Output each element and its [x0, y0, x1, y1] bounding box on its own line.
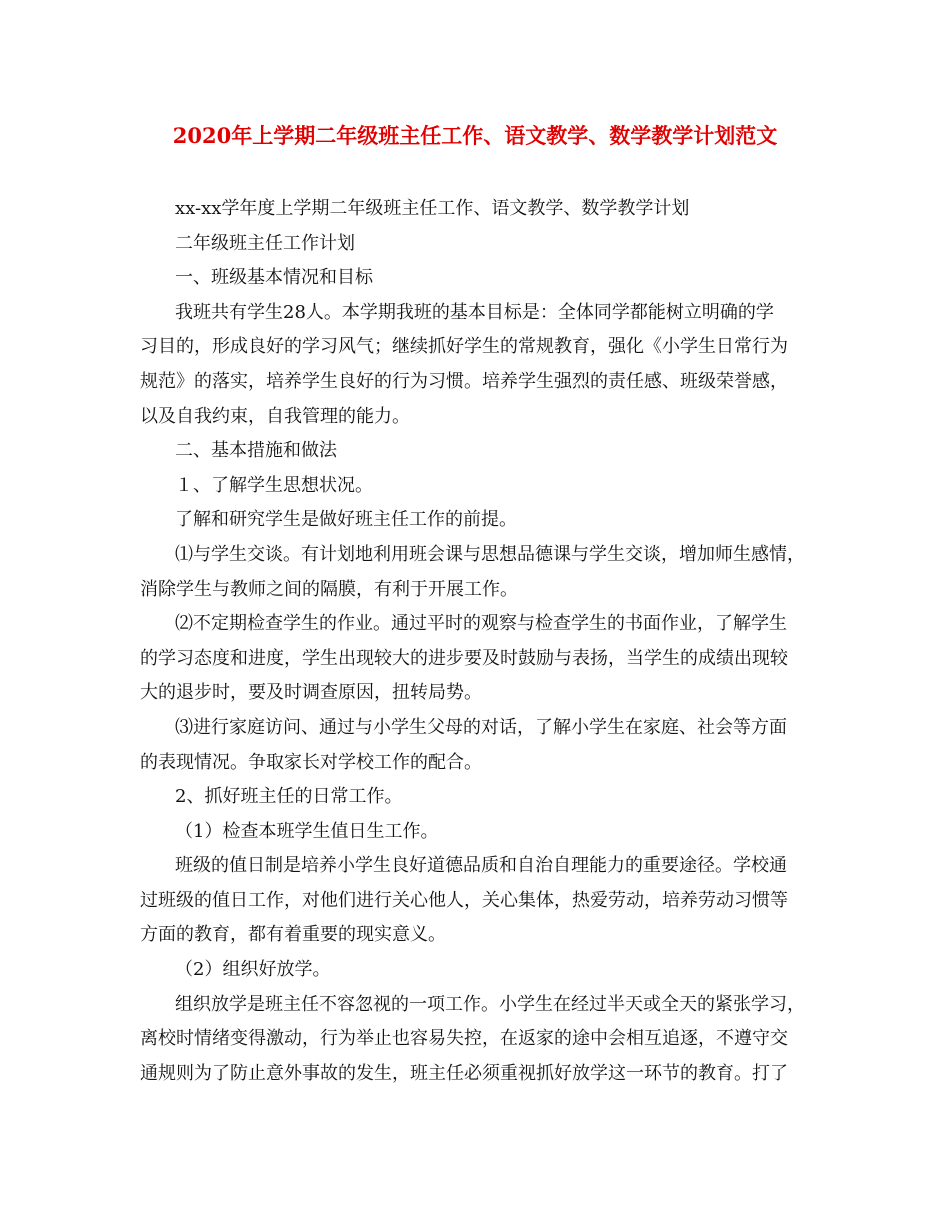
body-line: 离校时情绪变得激动，行为举止也容易失控，在返家的途中会相互追逐，不遵守交 [140, 1028, 788, 1050]
body-line: 大的退步时，要及时调查原因，扭转局势。 [140, 682, 482, 704]
document-body [140, 192, 830, 1091]
document-title: 2020年上学期二年级班主任工作、语文教学、数学教学计划范文 [172, 123, 778, 148]
body-line: 习目的，形成良好的学习风气；继续抓好学生的常规教育，强化《小学生日常行为 [140, 336, 788, 358]
body-line: 消除学生与教师之间的隔膜，有利于开展工作。 [140, 578, 518, 600]
body-line: １、了解学生思想状况。 [175, 474, 373, 496]
body-line: （2）组织好放学。 [175, 959, 331, 981]
body-line: 一、班级基本情况和目标 [175, 267, 373, 289]
body-line: ⑶进行家庭访问、通过与小学生父母的对话，了解小学生在家庭、社会等方面 [175, 716, 787, 738]
body-line: 过班级的值日工作，对他们进行关心他人，关心集体，热爱劳动，培养劳动习惯等 [140, 889, 788, 911]
body-line: 我班共有学生28人。本学期我班的基本目标是：全体同学都能树立明确的学 [175, 301, 774, 323]
body-line: xx-xx学年度上学期二年级班主任工作、语文教学、数学教学计划 [175, 198, 690, 219]
body-line: 通规则为了防止意外事故的发生，班主任必须重视抓好放学这一环节的教育。打了 [140, 1062, 788, 1084]
body-line: 组织放学是班主任不容忽视的一项工作。小学生在经过半天或全天的紧张学习， [175, 993, 805, 1015]
body-line: 了解和研究学生是做好班主任工作的前提。 [175, 509, 517, 531]
body-line: 二年级班主任工作计划 [175, 232, 355, 254]
body-line: ⑵不定期检查学生的作业。通过平时的观察与检查学生的书面作业，了解学生 [175, 613, 787, 635]
body-line: 的表现情况。争取家长对学校工作的配合。 [140, 751, 482, 773]
body-line: 以及自我约束，自我管理的能力。 [140, 405, 410, 427]
body-line: 二、基本措施和做法 [175, 440, 337, 462]
body-line: 班级的值日制是培养小学生良好道德品质和自治自理能力的重要途径。学校通 [175, 855, 787, 877]
body-line: 方面的教育，都有着重要的现实意义。 [140, 924, 446, 946]
body-line: 2、抓好班主任的日常工作。 [175, 786, 403, 808]
body-line: 的学习态度和进度，学生出现较大的进步要及时鼓励与表扬，当学生的成绩出现较 [140, 647, 788, 669]
body-line: 规范》的落实，培养学生良好的行为习惯。培养学生强烈的责任感、班级荣誉感， [140, 370, 788, 392]
body-line: ⑴与学生交谈。有计划地利用班会课与思想品德课与学生交谈，增加师生感情， [175, 543, 805, 565]
body-line: （1）检查本班学生值日生工作。 [175, 820, 439, 842]
